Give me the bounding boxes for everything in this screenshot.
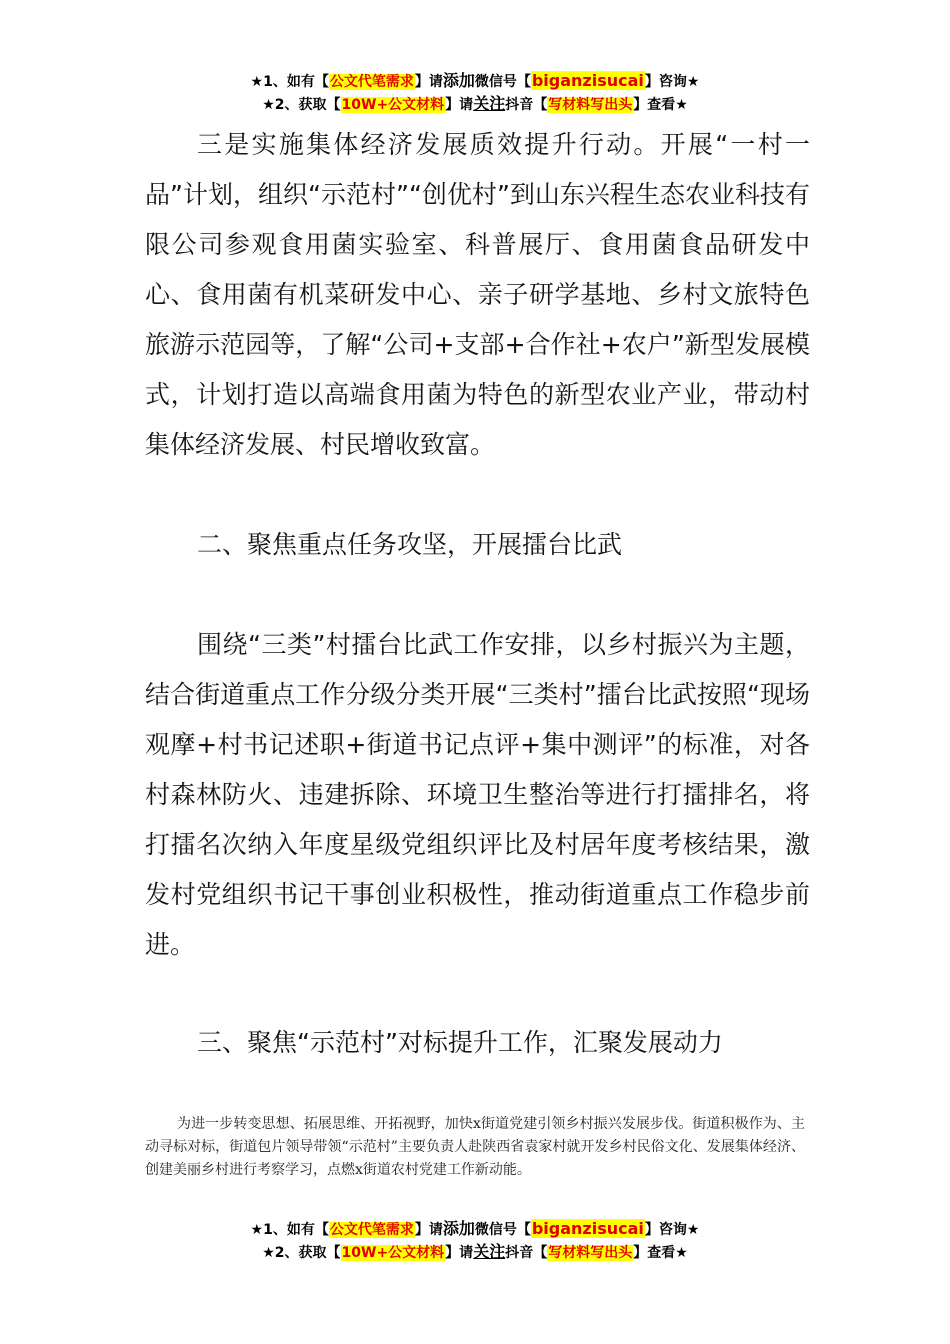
- promo-text: 微信号【: [474, 74, 531, 90]
- promo-line-1: [0, 1218, 950, 1241]
- promo-text: ★2、获取【: [262, 1245, 341, 1261]
- promo-emphasis: 关注: [473, 94, 506, 113]
- body-paragraph-1: 三是实施集体经济发展质效提升行动。开展“一村一品”计划，组织“示范村”“创优村”到山东兴程生态农业科技有限公司参观食用菌实验室、科普展厅、食用菌食品研发中心、食用菌有机菜研发中心、亲子研学基地、乡村文旅特色旅游示范园等，了解“公司+支部+合作社+农户”新型发展模式，计划打造以高端食用菌为特色的新型农业产业，带动村集体经济发展、村民增收致富。: [145, 130, 810, 459]
- promo-highlight: 公文代笔需求: [329, 74, 414, 90]
- promo-line-1: [0, 70, 950, 93]
- promo-text: 】请: [414, 1222, 443, 1238]
- promo-text: 】查看★: [633, 1245, 688, 1261]
- promo-text: 】咨询★: [644, 1222, 700, 1238]
- promo-emphasis: 关注: [473, 1242, 506, 1261]
- promo-text: 】查看★: [633, 97, 688, 113]
- douyin-id-highlight: 写材料写出头: [548, 97, 633, 113]
- promo-highlight: 10W+公文材料: [341, 1245, 445, 1261]
- promo-text: ★1、如有【: [250, 74, 329, 90]
- promo-emphasis: 添加: [442, 71, 475, 90]
- promo-text: 】请: [445, 97, 474, 113]
- promo-line-2: [0, 93, 950, 116]
- wechat-id-highlight: biganzisucai: [531, 71, 644, 90]
- promo-text: 】咨询★: [644, 74, 700, 90]
- promo-text: 抖音【: [505, 97, 548, 113]
- section-heading-2: 二、聚焦重点任务攻坚，开展擂台比武: [197, 530, 623, 559]
- promo-text: 】请: [414, 74, 443, 90]
- promo-highlight: 公文代笔需求: [329, 1222, 414, 1238]
- small-paragraph: 为进一步转变思想、拓展思维、开拓视野，加快x街道党建引领乡村振兴发展步伐。街道积极作为、主动寻标对标，街道包片领导带领“示范村”主要负责人赴陕西省袁家村就开发乡村民俗文化、发展集体经济、创建美丽乡村进行考察学习，点燃x街道农村党建工作新动能。: [145, 1116, 805, 1178]
- promo-text: 】请: [445, 1245, 474, 1261]
- promo-text: ★1、如有【: [250, 1222, 329, 1238]
- douyin-id-highlight: 写材料写出头: [548, 1245, 633, 1261]
- promo-text: ★2、获取【: [262, 97, 341, 113]
- wechat-id-highlight: biganzisucai: [531, 1219, 644, 1238]
- promo-text: 微信号【: [474, 1222, 531, 1238]
- body-paragraph-2: 围绕“三类”村擂台比武工作安排，以乡村振兴为主题，结合街道重点工作分级分类开展“三类村”擂台比武按照“现场观摩+村书记述职+街道书记点评+集中测评”的标准，对各村森林防火、违建拆除、环境卫生整治等进行打擂排名，将打擂名次纳入年度星级党组织评比及村居年度考核结果，激发村党组织书记干事创业积极性，推动街道重点工作稳步前进。: [145, 630, 810, 959]
- promo-text: 抖音【: [505, 1245, 548, 1261]
- promo-emphasis: 添加: [442, 1219, 475, 1238]
- top-promo-banner: [0, 70, 950, 116]
- section-heading-3: 三、聚焦“示范村”对标提升工作，汇聚发展动力: [197, 1028, 723, 1057]
- promo-highlight: 10W+公文材料: [341, 97, 445, 113]
- bottom-promo-banner: [0, 1218, 950, 1264]
- promo-line-2: [0, 1241, 950, 1264]
